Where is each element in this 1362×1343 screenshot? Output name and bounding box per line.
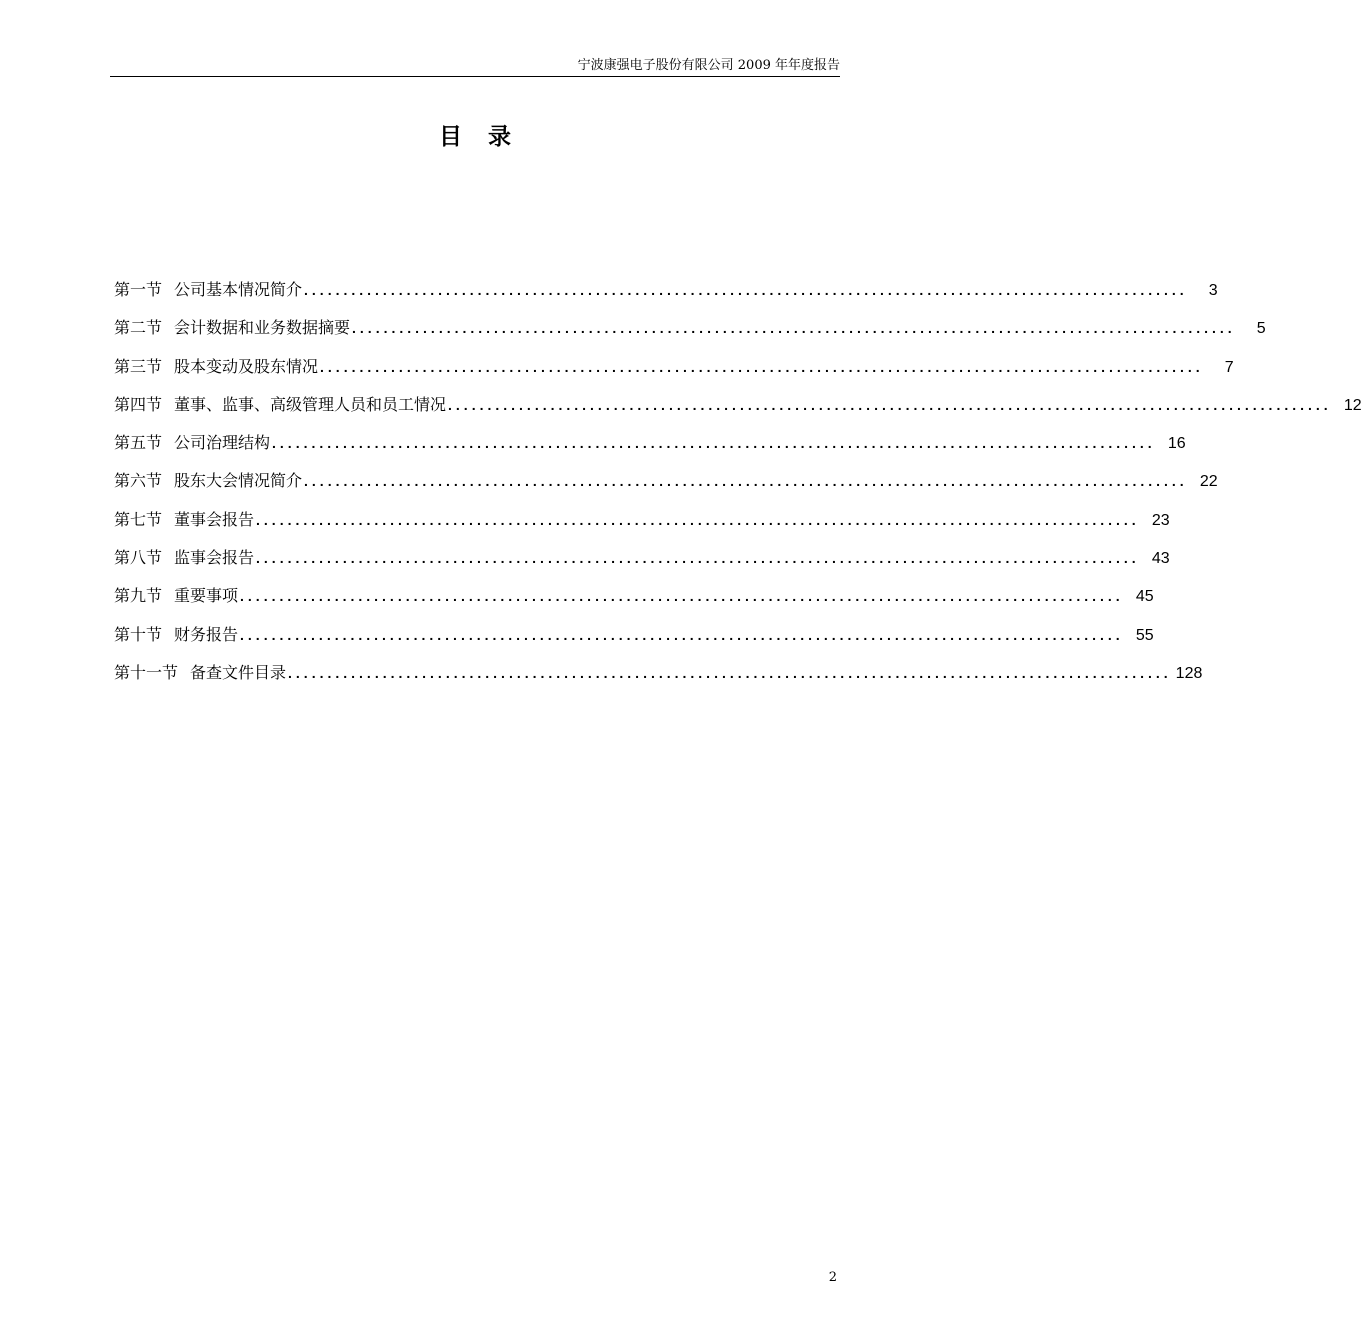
toc-entry[interactable]: [114, 430, 1186, 468]
toc-leader-dots: ................................................................................................................: [256, 511, 1140, 528]
toc-section-number: 第四节: [114, 394, 163, 414]
toc-leader-dots: ................................................................................................................: [288, 664, 1172, 681]
toc-section-number: 第十节: [114, 624, 163, 644]
toc-section-title: 会计数据和业务数据摘要: [174, 318, 351, 338]
toc-page-number: 16: [1167, 435, 1186, 453]
toc-leader-dots: ................................................................................................................: [352, 320, 1236, 337]
toc-entry[interactable]: [114, 392, 1362, 430]
page-title: 目录: [439, 123, 537, 150]
toc-entry[interactable]: [114, 545, 1170, 583]
toc-leader-dots: ................................................................................................................: [304, 282, 1188, 298]
page-header: [110, 52, 840, 77]
toc-section-title: 重要事项: [174, 586, 239, 606]
toc-section-number: 第三节: [114, 356, 163, 376]
toc-leader-dots: ................................................................................................................: [304, 473, 1188, 490]
toc-section-title: 监事会报告: [174, 548, 255, 568]
toc-section-number: 第五节: [114, 433, 163, 453]
toc-section-title: 公司治理结构: [174, 433, 271, 453]
toc-leader-dots: ................................................................................................................: [240, 588, 1124, 605]
toc-leader-dots: ................................................................................................................: [272, 435, 1156, 452]
toc-section-number: 第一节: [114, 280, 163, 299]
toc-leader-dots: ................................................................................................................: [256, 550, 1140, 567]
toc-entry[interactable]: [114, 277, 1218, 315]
table-of-contents: [114, 277, 1362, 698]
toc-section-title: 董事、监事、高级管理人员和员工情况: [174, 394, 447, 414]
toc-page-number: 7: [1224, 358, 1234, 376]
page-number: 2: [828, 1270, 837, 1285]
toc-page-number: 12: [1343, 396, 1362, 414]
toc-section-number: 第九节: [114, 586, 163, 606]
toc-section-title: 股本变动及股东情况: [174, 356, 319, 376]
toc-page-number: 43: [1151, 550, 1170, 568]
toc-entry[interactable]: [114, 354, 1234, 392]
toc-section-number: 第十一节: [114, 662, 179, 682]
toc-entry[interactable]: [114, 468, 1218, 506]
toc-page-number: 5: [1256, 320, 1266, 338]
toc-page-number: 55: [1135, 626, 1154, 644]
toc-section-title: 董事会报告: [174, 509, 255, 529]
header-text: 宁波康强电子股份有限公司 2009 年年度报告: [577, 58, 840, 73]
toc-section-number: 第七节: [114, 509, 163, 529]
toc-entry[interactable]: [114, 507, 1170, 545]
toc-entry[interactable]: [114, 315, 1266, 353]
toc-leader-dots: ................................................................................................................: [240, 626, 1124, 643]
toc-entry[interactable]: [114, 660, 1203, 698]
toc-section-number: 第二节: [114, 318, 163, 338]
toc-page-number: 3: [1208, 282, 1218, 299]
toc-section-title: 股东大会情况简介: [174, 471, 303, 491]
toc-page-number: 45: [1135, 588, 1154, 606]
toc-page-number: 128: [1175, 664, 1203, 682]
toc-section-number: 第六节: [114, 471, 163, 491]
toc-leader-dots: ................................................................................................................: [320, 358, 1204, 375]
toc-page-number: 23: [1151, 511, 1170, 529]
toc-entry[interactable]: [114, 583, 1154, 621]
toc-section-title: 财务报告: [174, 624, 239, 644]
toc-leader-dots: ................................................................................................................: [448, 396, 1332, 413]
toc-section-title: 备查文件目录: [190, 662, 287, 682]
toc-section-number: 第八节: [114, 548, 163, 568]
toc-entry[interactable]: [114, 622, 1154, 660]
toc-section-title: 公司基本情况简介: [174, 280, 303, 299]
toc-page-number: 22: [1199, 473, 1218, 491]
